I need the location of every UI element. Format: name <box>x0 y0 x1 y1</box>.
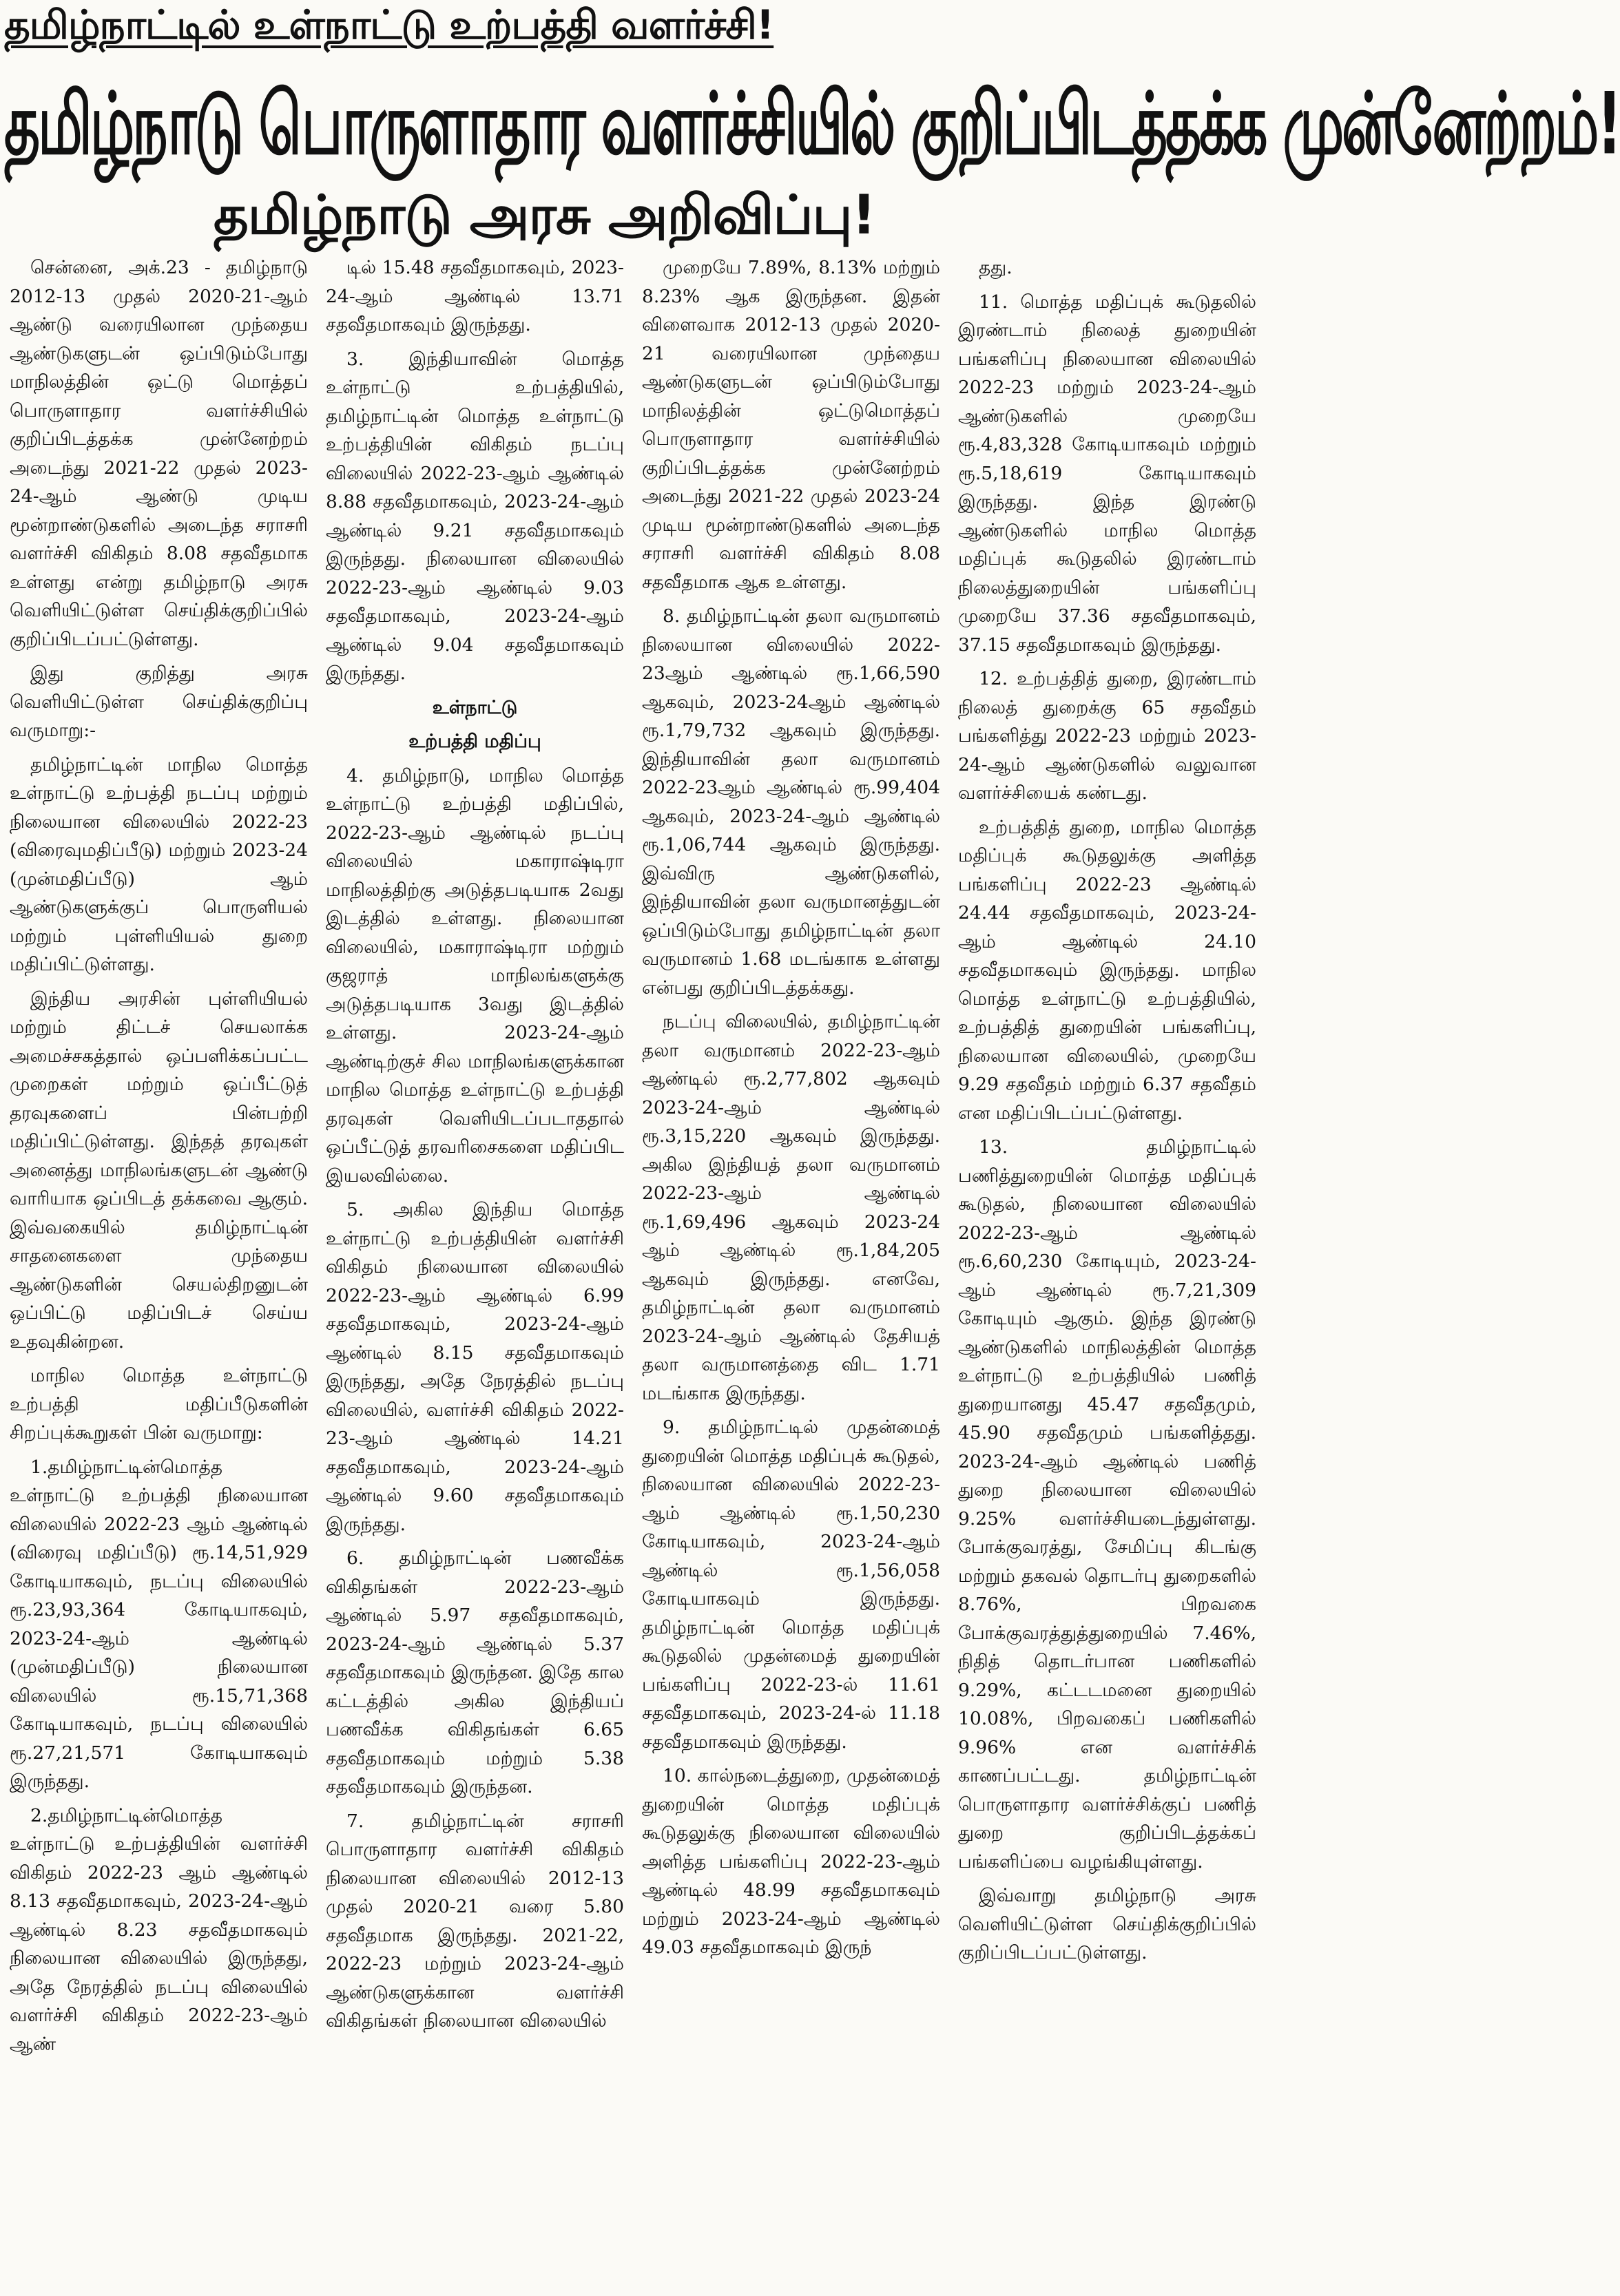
column-4 <box>958 253 1256 2292</box>
paragraph: மாநில மொத்த உள்நாட்டு உற்பத்தி மதிப்பீடுகளின் சிறப்புக்கூறுகள் பின் வருமாறு: <box>10 1365 308 1443</box>
paragraph: 8. தமிழ்நாட்டின் தலா வருமானம் நிலையான விலையில் 2022-23ஆம் ஆண்டில் ரூ.1,66,590 ஆகவும், 2023-24ஆம் ஆண்டில் ரூ.1,79,732 ஆகவும் இருந்தது. இந்தியாவின் தலா வருமானம் 2022-23ஆம் ஆண்டில் ரூ.99,404 ஆகவும், 2023-24-ஆம் ஆண்டில் ரூ.1,06,744 ஆகவும் இருந்தது. இவ்விரு ஆண்டுகளில், இந்தியாவின் தலா வருமானத்துடன் ஒப்பிடும்போது தமிழ்நாட்டின் தலா வருமானம் 1.68 மடங்காக உள்ளது என்பது குறிப்பிடத்தக்கது. <box>642 605 940 999</box>
paragraph: டில் 15.48 சதவீதமாகவும், 2023-24-ஆம் ஆண்டில் 13.71 சதவீதமாகவும் இருந்தது. <box>326 257 624 335</box>
main-headline: தமிழ்நாடு பொருளாதார வளர்ச்சியில் குறிப்பிடத்தக்க முன்னேற்றம்! <box>4 74 1620 174</box>
paragraph: இந்திய அரசின் புள்ளியியல் மற்றும் திட்டச் செயலாக்க அமைச்சகத்தால் ஒப்பளிக்கப்பட்ட முறைகள் மற்றும் ஒப்பீட்டுத் தரவுகளைப் பின்பற்றி மதிப்பிட்டுள்ளது. இந்தத் தரவுகள் அனைத்து மாநிலங்களுடன் ஆண்டு வாரியாக ஒப்பிடத் தக்கவை ஆகும். இவ்வகையில் தமிழ்நாட்டின் சாதனைகளை முந்தைய ஆண்டுகளின் செயல்திறனுடன் ஒப்பிட்டு மதிப்பிடச் செய்ய உதவுகின்றன. <box>10 988 308 1353</box>
paragraph: 7. தமிழ்நாட்டின் சராசரி பொருளாதார வளர்ச்சி விகிதம் நிலையான விலையில் 2012-13 முதல் 2020-21 வரை 5.80 சதவீதமாக இருந்தது. 2021-22, 2022-23 மற்றும் 2023-24-ஆம் ஆண்டுகளுக்கான வளர்ச்சி விகிதங்கள் நிலையான விலையில் <box>326 1810 624 2032</box>
paragraph: 9. தமிழ்நாட்டில் முதன்மைத் துறையின் மொத்த மதிப்புக் கூடுதல், நிலையான விலையில் 2022-23-ஆம் ஆண்டில் ரூ.1,50,230 கோடியாகவும், 2023-24-ஆம் ஆண்டில் ரூ.1,56,058 கோடியாகவும் இருந்தது. தமிழ்நாட்டின் மொத்த மதிப்புக் கூடுதலில் முதன்மைத் துறையின் பங்களிப்பு 2022-23-ல் 11.61 சதவீதமாகவும், 2023-24-ல் 11.18 சதவீதமாகவும் இருந்தது. <box>642 1417 940 1753</box>
paragraph: 10. கால்நடைத்துறை, முதன்மைத் துறையின் மொத்த மதிப்புக் கூடுதலுக்கு நிலையான விலையில் அளித்த பங்களிப்பு 2022-23-ஆம் ஆண்டில் 48.99 சதவீதமாகவும் மற்றும் 2023-24-ஆம் ஆண்டில் 49.03 சதவீதமாகவும் இருந் <box>642 1765 940 1958</box>
column-1 <box>10 253 308 2292</box>
paragraph: நடப்பு விலையில், தமிழ்நாட்டின் தலா வருமானம் 2022-23-ஆம் ஆண்டில் ரூ.2,77,802 ஆகவும் 2023-24-ஆம் ஆண்டில் ரூ.3,15,220 ஆகவும் இருந்தது. அகில இந்தியத் தலா வருமானம் 2022-23-ஆம் ஆண்டில் ரூ.1,69,496 ஆகவும் 2023-24 ஆம் ஆண்டில் ரூ.1,84,205 ஆகவும் இருந்தது. எனவே, தமிழ்நாட்டின் தலா வருமானம் 2023-24-ஆம் ஆண்டில் தேசியத் தலா வருமானத்தை விட 1.71 மடங்காக இருந்தது. <box>642 1011 940 1404</box>
paragraph: 2.தமிழ்நாட்டின்மொத்த உள்நாட்டு உற்பத்தியின் வளர்ச்சி விகிதம் 2022-23 ஆம் ஆண்டில் 8.13 சதவீதமாகவும், 2023-24-ஆம் ஆண்டில் 8.23 சதவீதமாகவும் நிலையான விலையில் இருந்தது, அதே நேரத்தில் நடப்பு விலையில் வளர்ச்சி விகிதம் 2022-23-ஆம் ஆண் <box>10 1804 308 2055</box>
paragraph: இவ்வாறு தமிழ்நாடு அரசு வெளியிட்டுள்ள செய்திக்குறிப்பில் குறிப்பிடப்பட்டுள்ளது. <box>958 1885 1256 1963</box>
sub-headline: தமிழ்நாடு அரசு அறிவிப்பு! <box>214 185 876 247</box>
paragraph: 12. உற்பத்தித் துறை, இரண்டாம் நிலைத் துறைக்கு 65 சதவீதம் பங்களித்து 2022-23 மற்றும் 2023-24-ஆம் ஆண்டுகளில் வலுவான வளர்ச்சியைக் கண்டது. <box>958 668 1256 804</box>
paragraph: சென்னை, அக்.23 - தமிழ்நாடு 2012-13 முதல் 2020-21-ஆம் ஆண்டு வரையிலான முந்தைய ஆண்டுகளுடன் ஒப்பிடும்போது மாநிலத்தின் ஒட்டு மொத்தப் பொருளாதார வளர்ச்சியில் குறிப்பிடத்தக்க முன்னேற்றம் அடைந்து 2021-22 முதல் 2023-24-ஆம் ஆண்டு முடிய மூன்றாண்டுகளில் அடைந்த சராசரி வளர்ச்சி விகிதம் 8.08 சதவீதமாக உள்ளது என்று தமிழ்நாடு அரசு வெளியிட்டுள்ள செய்திக்குறிப்பில் குறிப்பிடப்பட்டுள்ளது. <box>10 257 308 650</box>
paragraph: உற்பத்தித் துறை, மாநில மொத்த மதிப்புக் கூடுதலுக்கு அளித்த பங்களிப்பு 2022-23 ஆண்டில் 24.44 சதவீதமாகவும், 2023-24-ஆம் ஆண்டில் 24.10 சதவீதமாகவும் இருந்தது. மாநில மொத்த உள்நாட்டு உற்பத்தியில், உற்பத்தித் துறையின் பங்களிப்பு, நிலையான விலையில், முறையே 9.29 சதவீதம் மற்றும் 6.37 சதவீதம் என மதிப்பிடப்பட்டுள்ளது. <box>958 816 1256 1124</box>
article-columns <box>10 253 1256 2292</box>
paragraph: 11. மொத்த மதிப்புக் கூடுதலில் இரண்டாம் நிலைத் துறையின் பங்களிப்பு நிலையான விலையில் 2022-23 மற்றும் 2023-24-ஆம் ஆண்டுகளில் முறையே ரூ.4,83,328 கோடியாகவும் மற்றும் ரூ.5,18,619 கோடியாகவும் இருந்தது. இந்த இரண்டு ஆண்டுகளில் மாநில மொத்த மதிப்புக் கூடுதலில் இரண்டாம் நிலைத்துறையின் பங்களிப்பு முறையே 37.36 சதவீதமாகவும், 37.15 சதவீதமாகவும் இருந்தது. <box>958 291 1256 656</box>
paragraph: 1.தமிழ்நாட்டின்மொத்த உள்நாட்டு உற்பத்தி நிலையான விலையில் 2022-23 ஆம் ஆண்டில் (விரைவு மதிப்பீடு) ரூ.14,51,929 கோடியாகவும், நடப்பு விலையில் ரூ.23,93,364 கோடியாகவும், 2023-24-ஆம் ஆண்டில் (முன்மதிப்பீடு) நிலையான விலையில் ரூ.15,71,368 கோடியாகவும், நடப்பு விலையில் ரூ.27,21,571 கோடியாகவும் இருந்தது. <box>10 1456 308 1792</box>
paragraph: 4. தமிழ்நாடு, மாநில மொத்த உள்நாட்டு உற்பத்தி மதிப்பில், 2022-23-ஆம் ஆண்டில் நடப்பு விலையில் மகாராஷ்டிரா மாநிலத்திற்கு அடுத்தபடியாக 2வது இடத்தில் உள்ளது. நிலையான விலையில், மகாராஷ்டிரா மற்றும் குஜராத் மாநிலங்களுக்கு அடுத்தபடியாக 3வது இடத்தில் உள்ளது. 2023-24-ஆம் ஆண்டிற்குச் சில மாநிலங்களுக்கான மாநில மொத்த உள்நாட்டு உற்பத்தி தரவுகள் வெளியிடப்படாததால் ஒப்பீட்டுத் தரவரிசைகளை மதிப்பிட இயலவில்லை. <box>326 764 624 1187</box>
section-heading: உற்பத்தி மதிப்பு <box>408 731 541 752</box>
paragraph: இது குறித்து அரசு வெளியிட்டுள்ள செய்திக்குறிப்பு வருமாறு:- <box>10 662 308 741</box>
paragraph: 13. தமிழ்நாட்டில் பணித்துறையின் மொத்த மதிப்புக் கூடுதல், நிலையான விலையில் 2022-23-ஆம் ஆண்டில் ரூ.6,60,230 கோடியும், 2023-24-ஆம் ஆண்டில் ரூ.7,21,309 கோடியும் ஆகும். இந்த இரண்டு ஆண்டுகளில் மாநிலத்தின் மொத்த உள்நாட்டு உற்பத்தியில் பணித் துறையானது 45.47 சதவீதமும், 45.90 சதவீதமும் பங்களித்தது. 2023-24-ஆம் ஆண்டில் பணித் துறை நிலையான விலையில் 9.25% வளர்ச்சியடைந்துள்ளது. போக்குவரத்து, சேமிப்பு கிடங்கு மற்றும் தகவல் தொடர்பு துறைகளில் 8.76%, பிறவகை போக்குவரத்துத்துறையில் 7.46%, நிதித் தொடர்பான பணிகளில் 9.29%, கட்டடமனை துறையில் 10.08%, பிறவகைப் பணிகளில் 9.96% என வளர்ச்சிக் காணப்பட்டது. தமிழ்நாட்டின் பொருளாதார வளர்ச்சிக்குப் பணித் துறை குறிப்பிடத்தக்கப் பங்களிப்பை வழங்கியுள்ளது. <box>958 1136 1256 1872</box>
column-2 <box>326 253 624 2292</box>
paragraph: தமிழ்நாட்டின் மாநில மொத்த உள்நாட்டு உற்பத்தி நடப்பு மற்றும் நிலையான விலையில் 2022-23 (விரைவுமதிப்பீடு) மற்றும் 2023-24 (முன்மதிப்பீடு) ஆம் ஆண்டுகளுக்குப் பொருளியல் மற்றும் புள்ளியியல் துறை மதிப்பிட்டுள்ளது. <box>10 753 308 975</box>
column-3 <box>642 253 940 2292</box>
paragraph: முறையே 7.89%, 8.13% மற்றும் 8.23% ஆக இருந்தன. இதன் விளைவாக 2012-13 முதல் 2020-21 வரையிலான முந்தைய ஆண்டுகளுடன் ஒப்பிடும்போது மாநிலத்தின் ஒட்டுமொத்தப் பொருளாதார வளர்ச்சியில் குறிப்பிடத்தக்க முன்னேற்றம் அடைந்து 2021-22 முதல் 2023-24 முடிய மூன்றாண்டுகளில் அடைந்த சராசரி வளர்ச்சி விகிதம் 8.08 சதவீதமாக ஆக உள்ளது. <box>642 257 940 593</box>
paragraph: தது. <box>979 257 1013 278</box>
section-heading: உள்நாட்டு <box>432 696 518 718</box>
kicker-headline: தமிழ்நாட்டில் உள்நாட்டு உற்பத்தி வளர்ச்சி! <box>4 1 774 48</box>
paragraph: 3. இந்தியாவின் மொத்த உள்நாட்டு உற்பத்தியில், தமிழ்நாட்டின் மொத்த உள்நாட்டு உற்பத்தியின் விகிதம் நடப்பு விலையில் 2022-23-ஆம் ஆண்டில் 8.88 சதவீதமாகவும், 2023-24-ஆம் ஆண்டில் 9.21 சதவீதமாகவும் இருந்தது. நிலையான விலையில் 2022-23-ஆம் ஆண்டில் 9.03 சதவீதமாகவும், 2023-24-ஆம் ஆண்டில் 9.04 சதவீதமாகவும் இருந்தது. <box>326 348 624 684</box>
paragraph: 5. அகில இந்திய மொத்த உள்நாட்டு உற்பத்தியின் வளர்ச்சி விகிதம் நிலையான விலையில் 2022-23-ஆம் ஆண்டில் 6.99 சதவீதமாகவும், 2023-24-ஆம் ஆண்டில் 8.15 சதவீதமாகவும் இருந்தது, அதே நேரத்தில் நடப்பு விலையில், வளர்ச்சி விகிதம் 2022-23-ஆம் ஆண்டில் 14.21 சதவீதமாகவும், 2023-24-ஆம் ஆண்டில் 9.60 சதவீதமாகவும் இருந்தது. <box>326 1199 624 1535</box>
paragraph: 6. தமிழ்நாட்டின் பணவீக்க விகிதங்கள் 2022-23-ஆம் ஆண்டில் 5.97 சதவீதமாகவும், 2023-24-ஆம் ஆண்டில் 5.37 சதவீதமாகவும் இருந்தன. இதே கால கட்டத்தில் அகில இந்தியப் பணவீக்க விகிதங்கள் 6.65 சதவீதமாகவும் மற்றும் 5.38 சதவீதமாகவும் இருந்தன. <box>326 1547 624 1797</box>
